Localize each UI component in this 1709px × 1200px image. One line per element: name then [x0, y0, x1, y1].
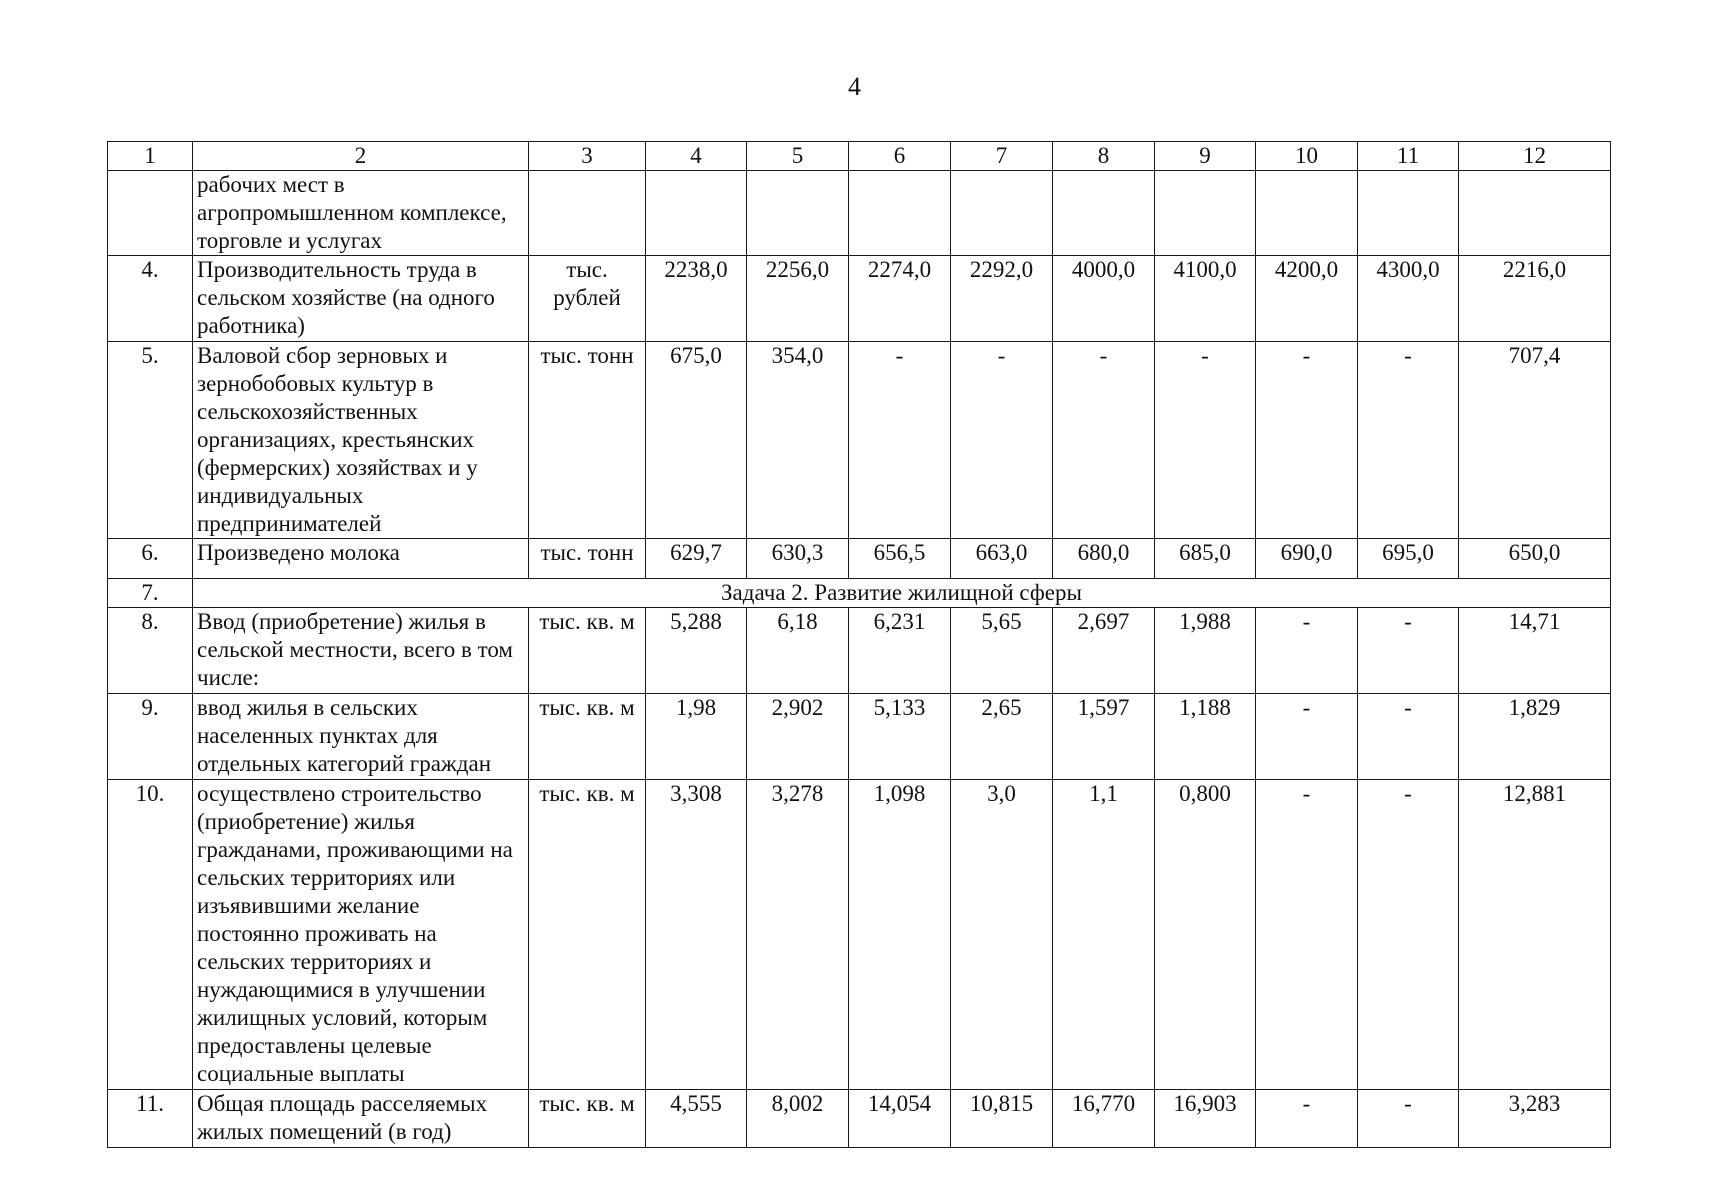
value-cell: 14,71	[1459, 608, 1611, 694]
column-number: 9	[1155, 142, 1256, 171]
value-cell: 3,278	[747, 780, 849, 1090]
value-cell: -	[1358, 780, 1459, 1090]
value-cell	[951, 171, 1053, 256]
value-cell	[1155, 171, 1256, 256]
value-cell: 4,555	[646, 1090, 747, 1148]
column-number: 1	[108, 142, 193, 171]
value-cell: -	[1155, 342, 1256, 539]
value-cell: 4000,0	[1053, 256, 1155, 342]
unit-of-measure: тыс. тонн	[529, 539, 646, 579]
value-cell: 16,903	[1155, 1090, 1256, 1148]
value-cell: 1,098	[849, 780, 951, 1090]
value-cell: -	[1256, 342, 1358, 539]
value-cell: -	[1358, 694, 1459, 780]
section-row	[108, 579, 1611, 608]
value-cell: -	[1358, 342, 1459, 539]
value-cell	[849, 171, 951, 256]
value-cell	[1256, 171, 1358, 256]
indicator-name: Ввод (приобретение) жилья в сельской местности, всего в том числе:	[193, 608, 529, 694]
row-number: 7.	[108, 579, 193, 608]
value-cell: 3,283	[1459, 1090, 1611, 1148]
value-cell: 3,308	[646, 780, 747, 1090]
value-cell: -	[951, 342, 1053, 539]
value-cell: 2238,0	[646, 256, 747, 342]
value-cell: -	[1053, 342, 1155, 539]
value-cell: 12,881	[1459, 780, 1611, 1090]
table-row	[108, 171, 1611, 256]
value-cell: 2,65	[951, 694, 1053, 780]
value-cell: -	[1358, 1090, 1459, 1148]
value-cell	[747, 171, 849, 256]
value-cell	[646, 171, 747, 256]
value-cell: 0,800	[1155, 780, 1256, 1090]
value-cell: 656,5	[849, 539, 951, 579]
row-number	[108, 171, 193, 256]
column-number: 5	[747, 142, 849, 171]
value-cell: 2274,0	[849, 256, 951, 342]
value-cell: 2,697	[1053, 608, 1155, 694]
value-cell: 1,597	[1053, 694, 1155, 780]
column-number: 8	[1053, 142, 1155, 171]
value-cell: 1,1	[1053, 780, 1155, 1090]
value-cell: 354,0	[747, 342, 849, 539]
value-cell: -	[1256, 694, 1358, 780]
value-cell: 14,054	[849, 1090, 951, 1148]
table-row	[108, 694, 1611, 780]
unit-of-measure: тыс. кв. м	[529, 694, 646, 780]
value-cell: 707,4	[1459, 342, 1611, 539]
column-number: 6	[849, 142, 951, 171]
value-cell: -	[1256, 1090, 1358, 1148]
value-cell: 690,0	[1256, 539, 1358, 579]
unit-of-measure: тыс. кв. м	[529, 780, 646, 1090]
table-row	[108, 1090, 1611, 1148]
indicator-name: ввод жилья в сельских населенных пунктах для отдельных категорий граждан	[193, 694, 529, 780]
value-cell: 6,231	[849, 608, 951, 694]
table-row	[108, 256, 1611, 342]
value-cell: 1,988	[1155, 608, 1256, 694]
value-cell: -	[849, 342, 951, 539]
value-cell: 5,65	[951, 608, 1053, 694]
row-number: 10.	[108, 780, 193, 1090]
value-cell: 4100,0	[1155, 256, 1256, 342]
column-number: 2	[193, 142, 529, 171]
indicator-name: Производительность труда в сельском хозяйстве (на одного работника)	[193, 256, 529, 342]
value-cell: 3,0	[951, 780, 1053, 1090]
row-number: 11.	[108, 1090, 193, 1148]
indicator-name: Валовой сбор зерновых и зернобобовых культур в сельскохозяйственных организациях, крестьянских (фермерских) хозяйствах и у индивидуальных предпринимателей	[193, 342, 529, 539]
indicator-name: рабочих мест в агропромышленном комплексе, торговле и услугах	[193, 171, 529, 256]
value-cell: 6,18	[747, 608, 849, 694]
column-number: 7	[951, 142, 1053, 171]
value-cell: -	[1358, 608, 1459, 694]
value-cell: 629,7	[646, 539, 747, 579]
row-number: 5.	[108, 342, 193, 539]
value-cell: 1,829	[1459, 694, 1611, 780]
row-number: 8.	[108, 608, 193, 694]
value-cell: 2256,0	[747, 256, 849, 342]
value-cell: 630,3	[747, 539, 849, 579]
column-number-row	[108, 142, 1611, 171]
value-cell: 663,0	[951, 539, 1053, 579]
value-cell: 695,0	[1358, 539, 1459, 579]
value-cell: 650,0	[1459, 539, 1611, 579]
value-cell: 675,0	[646, 342, 747, 539]
indicator-name: осуществлено строительство (приобретение) жилья гражданами, проживающими на сельских территориях или изъявившими желание постоянно проживать на сельских территориях и нуждающимися в улучшении жилищных условий, которым предоставлены целевые социальные выплаты	[193, 780, 529, 1090]
page-number: 4	[848, 72, 861, 101]
value-cell: 680,0	[1053, 539, 1155, 579]
table-row	[108, 539, 1611, 579]
column-number: 4	[646, 142, 747, 171]
value-cell: -	[1256, 608, 1358, 694]
indicator-name: Общая площадь расселяемых жилых помещений (в год)	[193, 1090, 529, 1148]
value-cell: 2216,0	[1459, 256, 1611, 342]
column-number: 10	[1256, 142, 1358, 171]
indicators-table	[107, 141, 1611, 1148]
value-cell: 2,902	[747, 694, 849, 780]
row-number: 9.	[108, 694, 193, 780]
value-cell: 16,770	[1053, 1090, 1155, 1148]
value-cell: 5,288	[646, 608, 747, 694]
value-cell: 4300,0	[1358, 256, 1459, 342]
unit-of-measure	[529, 171, 646, 256]
value-cell	[1358, 171, 1459, 256]
value-cell: 4200,0	[1256, 256, 1358, 342]
value-cell: 8,002	[747, 1090, 849, 1148]
column-number: 12	[1459, 142, 1611, 171]
section-title: Задача 2. Развитие жилищной сферы	[193, 579, 1611, 608]
unit-of-measure: тыс. рублей	[529, 256, 646, 342]
value-cell: 5,133	[849, 694, 951, 780]
value-cell: 1,98	[646, 694, 747, 780]
value-cell	[1459, 171, 1611, 256]
unit-of-measure: тыс. тонн	[529, 342, 646, 539]
row-number: 4.	[108, 256, 193, 342]
unit-of-measure: тыс. кв. м	[529, 1090, 646, 1148]
column-number: 11	[1358, 142, 1459, 171]
column-number: 3	[529, 142, 646, 171]
value-cell: 2292,0	[951, 256, 1053, 342]
value-cell: 10,815	[951, 1090, 1053, 1148]
unit-of-measure: тыс. кв. м	[529, 608, 646, 694]
value-cell: 1,188	[1155, 694, 1256, 780]
value-cell: 685,0	[1155, 539, 1256, 579]
row-number: 6.	[108, 539, 193, 579]
table-row	[108, 342, 1611, 539]
value-cell: -	[1256, 780, 1358, 1090]
indicator-name: Произведено молока	[193, 539, 529, 579]
value-cell	[1053, 171, 1155, 256]
table-row	[108, 608, 1611, 694]
table-row	[108, 780, 1611, 1090]
